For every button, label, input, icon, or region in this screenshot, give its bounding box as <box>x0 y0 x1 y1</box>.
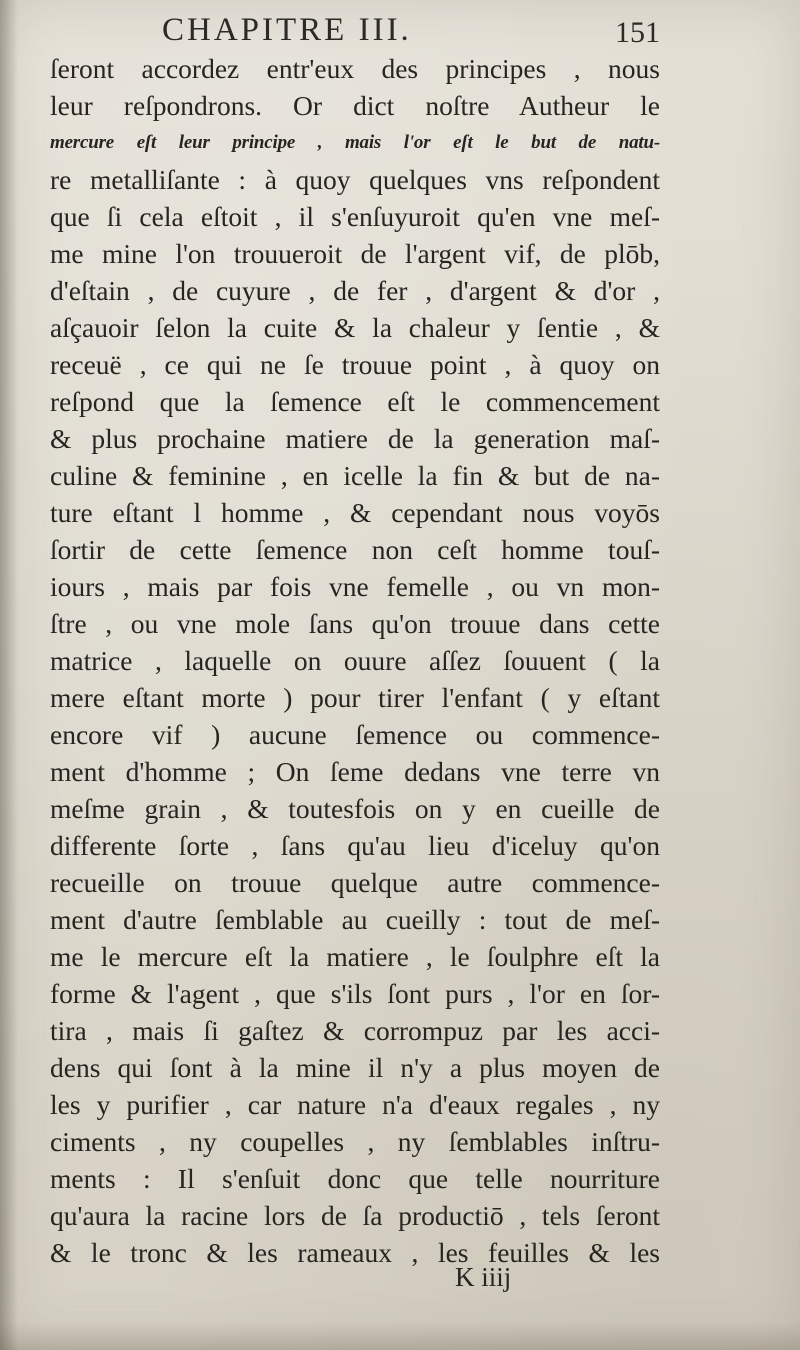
text-line: ture eſtant l homme , & cependant nous voyōs <box>50 497 660 528</box>
text-line: me le mercure eſt la matiere , le ſoulphre eſt la <box>50 941 660 972</box>
text-line: que ſi cela eſtoit , il s'enſuyuroit qu'en vne meſ- <box>50 201 660 232</box>
text-line: mercure eſt leur principe , mais l'or eſt le but de natu- <box>50 132 660 153</box>
page-bottom-shading <box>0 1322 800 1350</box>
binding-shadow <box>0 0 18 1350</box>
chapter-title: CHAPITRE III. <box>162 12 412 48</box>
text-line: leur reſpondrons. Or dict noſtre Autheur le <box>50 90 660 121</box>
text-line: encore vif ) aucune ſemence ou commence- <box>50 719 660 750</box>
text-line: d'eſtain , de cuyure , de fer , d'argent & d'or , <box>50 275 660 306</box>
text-line: recueille on trouue quelque autre commence- <box>50 867 660 898</box>
text-line: culine & feminine , en icelle la fin & but de na- <box>50 460 660 491</box>
text-line: dens qui ſont à la mine il n'y a plus moyen de <box>50 1052 660 1083</box>
text-line: ment d'autre ſemblable au cueilly : tout de meſ- <box>50 904 660 935</box>
text-line: qu'aura la racine lors de ſa productiō , tels ſeront <box>50 1200 660 1231</box>
page-number: 151 <box>615 16 660 49</box>
text-line: receuë , ce qui ne ſe trouue point , à quoy on <box>50 349 660 380</box>
text-line: ſortir de cette ſemence non ceſt homme touſ- <box>50 534 660 565</box>
text-line: ciments , ny coupelles , ny ſemblables inſtru- <box>50 1126 660 1157</box>
body-text <box>50 50 660 1271</box>
text-line: me mine l'on trouueroit de l'argent vif, de plōb, <box>50 238 660 269</box>
text-line: aſçauoir ſelon la cuite & la chaleur y ſentie , & <box>50 312 660 343</box>
text-line: & plus prochaine matiere de la generation maſ- <box>50 423 660 454</box>
text-line: mere eſtant morte ) pour tirer l'enfant ( y eſtant <box>50 682 660 713</box>
text-line: matrice , laquelle on ouure aſſez ſouuent ( la <box>50 645 660 676</box>
text-line: iours , mais par fois vne femelle , ou vn mon- <box>50 571 660 602</box>
text-line: ſeront accordez entr'eux des principes , nous <box>50 53 660 84</box>
text-line: forme & l'agent , que s'ils ſont purs , l'or en ſor- <box>50 978 660 1009</box>
text-line: ments : Il s'enſuit donc que telle nourriture <box>50 1163 660 1194</box>
text-line: ſtre , ou vne mole ſans qu'on trouue dans cette <box>50 608 660 639</box>
text-line: meſme grain , & toutesfois on y en cueille de <box>50 793 660 824</box>
text-line: ment d'homme ; On ſeme dedans vne terre vn <box>50 756 660 787</box>
text-line: differente ſorte , ſans qu'au lieu d'iceluy qu'on <box>50 830 660 861</box>
text-line: tira , mais ſi gaſtez & corrompuz par les acci- <box>50 1015 660 1046</box>
text-line: re metalliſante : à quoy quelques vns reſpondent <box>50 164 660 195</box>
signature-mark: K iiij <box>455 1262 512 1292</box>
text-line: reſpond que la ſemence eſt le commencement <box>50 386 660 417</box>
text-line: les y purifier , car nature n'a d'eaux regales , ny <box>50 1089 660 1120</box>
text-line: & le tronc & les rameaux , les feuilles & les <box>50 1237 660 1268</box>
